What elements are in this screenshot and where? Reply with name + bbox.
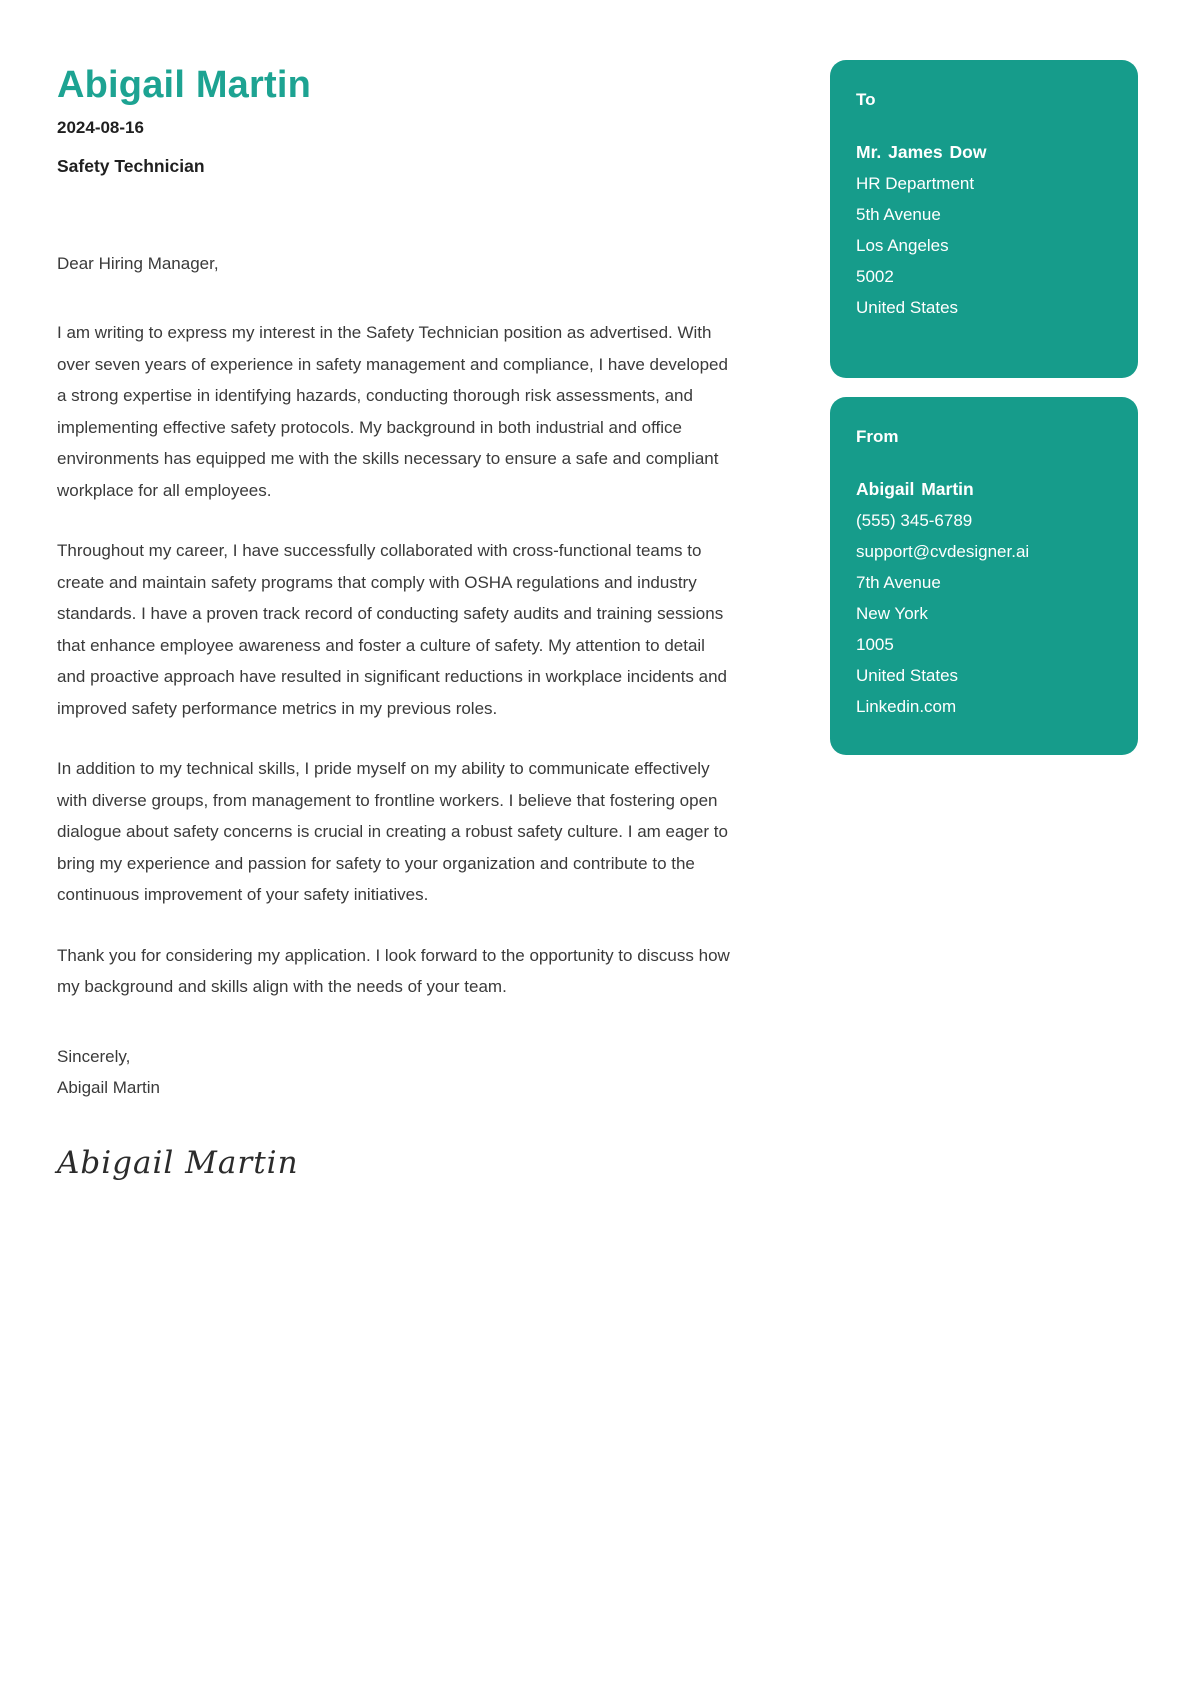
paragraph-thanks: Thank you for considering my application. I look forward to the opportunity to discuss how my background and skills align with the needs of your team.: [57, 945, 730, 996]
handwritten-signature: Abigail Martin: [57, 1144, 299, 1181]
sender-city: New York: [856, 604, 928, 623]
paragraph-intro: I am writing to express my interest in the Safety Technician position as advertised. With over seven years of experience in safety management and compliance, I have developed a strong expertise in identifying hazards, conducting thorough risk assessments, and implementing effective safety protocols. My background in both industrial and office environments has equipped me with the skills necessary to ensure a safe and compliant workplace for all employees.: [57, 323, 728, 500]
recipient-name: Mr. James Dow: [856, 142, 987, 162]
recipient-department: HR Department: [856, 174, 975, 193]
recipient-street: 5th Avenue: [856, 205, 941, 224]
letter-body: [57, 62, 733, 1181]
from-card: [830, 397, 1138, 755]
sender-phone: (555) 345-6789: [856, 511, 973, 530]
closing-word: Sincerely,: [57, 1046, 131, 1066]
job-title: Safety Technician: [57, 156, 205, 176]
recipient-city: Los Angeles: [856, 236, 949, 255]
sender-country: United States: [856, 666, 959, 685]
closing-block: [57, 1041, 733, 1103]
recipient-country: United States: [856, 298, 959, 317]
to-card-label: To: [856, 90, 876, 109]
paragraph-career: Throughout my career, I have successfully collaborated with cross-functional teams to create and maintain safety programs that comply with OSHA regulations and industry standards. I have a proven track record of conducting safety audits and training sessions that enhance employee awareness and foster a culture of safety. My attention to detail and proactive approach have resulted in significant reductions in workplace incidents and improved safety performance metrics in my previous roles.: [57, 541, 728, 718]
to-card: [830, 60, 1138, 378]
letter-date: 2024-08-16: [57, 118, 144, 137]
from-card-label: From: [856, 427, 899, 446]
sender-email: support@cvdesigner.ai: [856, 542, 1030, 561]
paragraph-skills: In addition to my technical skills, I pride myself on my ability to communicate effectively with diverse groups, from management to frontline workers. I believe that fostering open dialogue about safety concerns is crucial in creating a robust safety culture. I am eager to bring my experience and passion for safety to your organization and contribute to the continuous improvement of your safety initiatives.: [57, 759, 728, 904]
sender-zip: 1005: [856, 635, 894, 654]
sender-name: Abigail Martin: [856, 479, 974, 499]
contact-sidebar: [830, 60, 1138, 755]
closing-name: Abigail Martin: [57, 1077, 160, 1097]
page-title: Abigail Martin: [57, 64, 312, 106]
recipient-zip: 5002: [856, 267, 894, 286]
sender-linkedin: Linkedin.com: [856, 697, 957, 716]
salutation: Dear Hiring Manager,: [57, 254, 219, 273]
sender-street: 7th Avenue: [856, 573, 941, 592]
